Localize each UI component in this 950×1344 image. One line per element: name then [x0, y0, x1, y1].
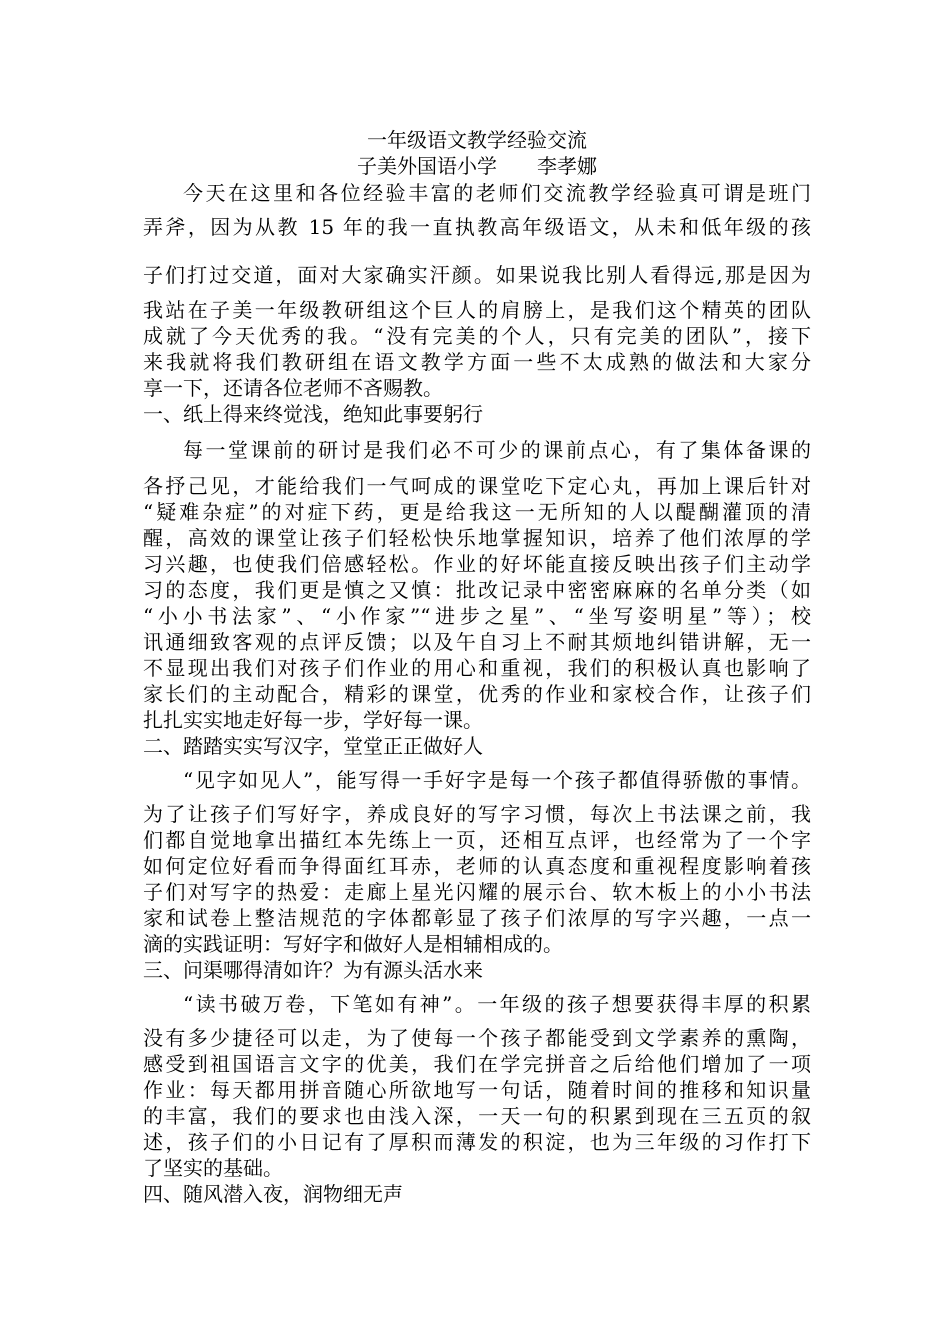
paragraph-line: 家长们的主动配合，精彩的课堂，优秀的作业和家校合作，让孩子们: [143, 682, 811, 706]
paragraph-line: 来我就将我们教研组在语文教学方面一些不太成熟的做法和大家分: [143, 350, 811, 374]
paragraph-line: 不显现出我们对孩子们作业的用心和重视，我们的积极认真也影响了: [143, 656, 811, 680]
paragraph-line: 今天在这里和各位经验丰富的老师们交流教学经验真可谓是班门: [183, 181, 811, 205]
paragraph-line: 子们打过交道，面对大家确实汗颜。如果说我比别人看得远,那是因为: [143, 263, 811, 287]
paragraph-line: 述，孩子们的小日记有了厚积而薄发的积淀，也为三年级的习作打下: [143, 1130, 811, 1154]
paragraph-line: 感受到祖国语言文字的优美，我们在学完拼音之后给他们增加了一项: [143, 1052, 811, 1076]
paragraph-line: 如何定位好看而争得面红耳赤，老师的认真态度和重视程度影响着孩: [143, 854, 811, 878]
paragraph-line: 子们对写字的热爱：走廊上星光闪耀的展示台、软木板上的小小书法: [143, 880, 811, 904]
paragraph-line: 享一下，还请各位老师不吝赐教。: [143, 376, 443, 400]
paragraph-line: 成就了今天优秀的我。“没有完美的个人，只有完美的团队”，接下: [143, 324, 811, 348]
author-line: 子美外国语小学 李孝娜: [357, 154, 597, 178]
paragraph-line: 们都自觉地拿出描红本先练上一页，还相互点评，也经常为了一个字: [143, 828, 811, 852]
paragraph-line: 各抒己见，才能给我们一气呵成的课堂吃下定心丸，再加上课后针对: [143, 474, 811, 498]
paragraph-line: 弄斧，因为从教 15 年的我一直执教高年级语文，从未和低年级的孩: [143, 215, 811, 239]
section-heading: 三、问渠哪得清如许？为有源头活水来: [143, 958, 483, 982]
paragraph-line: “小小书法家”、“小作家”“进步之星”、“坐写姿明星”等）；校: [143, 604, 811, 628]
paragraph-line: 没有多少捷径可以走，为了使每一个孩子都能受到文学素养的熏陶，: [143, 1026, 811, 1050]
paragraph-line: “见字如见人”，能写得一手好字是每一个孩子都值得骄傲的事情。: [183, 768, 811, 792]
paragraph-line: 醒，高效的课堂让孩子们轻松快乐地掌握知识，培养了他们浓厚的学: [143, 526, 811, 550]
paragraph-line: 习的态度，我们更是慎之又慎：批改记录中密密麻麻的名单分类（如: [143, 578, 811, 602]
paragraph-line: “读书破万卷，下笔如有神”。一年级的孩子想要获得丰厚的积累: [183, 992, 811, 1016]
paragraph-line: 作业：每天都用拼音随心所欲地写一句话，随着时间的推移和知识量: [143, 1078, 811, 1102]
page-title: 一年级语文教学经验交流: [367, 128, 587, 152]
paragraph-line: 我站在子美一年级教研组这个巨人的肩膀上，是我们这个精英的团队: [143, 298, 811, 322]
section-heading: 二、踏踏实实写汉字，堂堂正正做好人: [143, 734, 483, 758]
paragraph-line: “疑难杂症”的对症下药，更是给我这一无所知的人以醍醐灌顶的清: [143, 500, 811, 524]
paragraph-line: 家和试卷上整洁规范的字体都彰显了孩子们浓厚的写字兴趣，一点一: [143, 906, 811, 930]
paragraph-line: 讯通细致客观的点评反馈；以及午自习上不耐其烦地纠错讲解，无一: [143, 630, 811, 654]
paragraph-line: 为了让孩子们写好字，养成良好的写字习惯，每次上书法课之前，我: [143, 802, 811, 826]
paragraph-line: 了坚实的基础。: [143, 1156, 283, 1180]
section-heading: 四、随风潜入夜，润物细无声: [143, 1182, 403, 1206]
paragraph-line: 滴的实践证明：写好字和做好人是相辅相成的。: [143, 932, 563, 956]
section-heading: 一、纸上得来终觉浅，绝知此事要躬行: [143, 402, 483, 426]
paragraph-line: 每一堂课前的研讨是我们必不可少的课前点心，有了集体备课的: [183, 438, 811, 462]
paragraph-line: 的丰富，我们的要求也由浅入深，一天一句的积累到现在三五页的叙: [143, 1104, 811, 1128]
paragraph-line: 扎扎实实地走好每一步，学好每一课。: [143, 708, 483, 732]
paragraph-line: 习兴趣，也使我们倍感轻松。作业的好坏能直接反映出孩子们主动学: [143, 552, 811, 576]
